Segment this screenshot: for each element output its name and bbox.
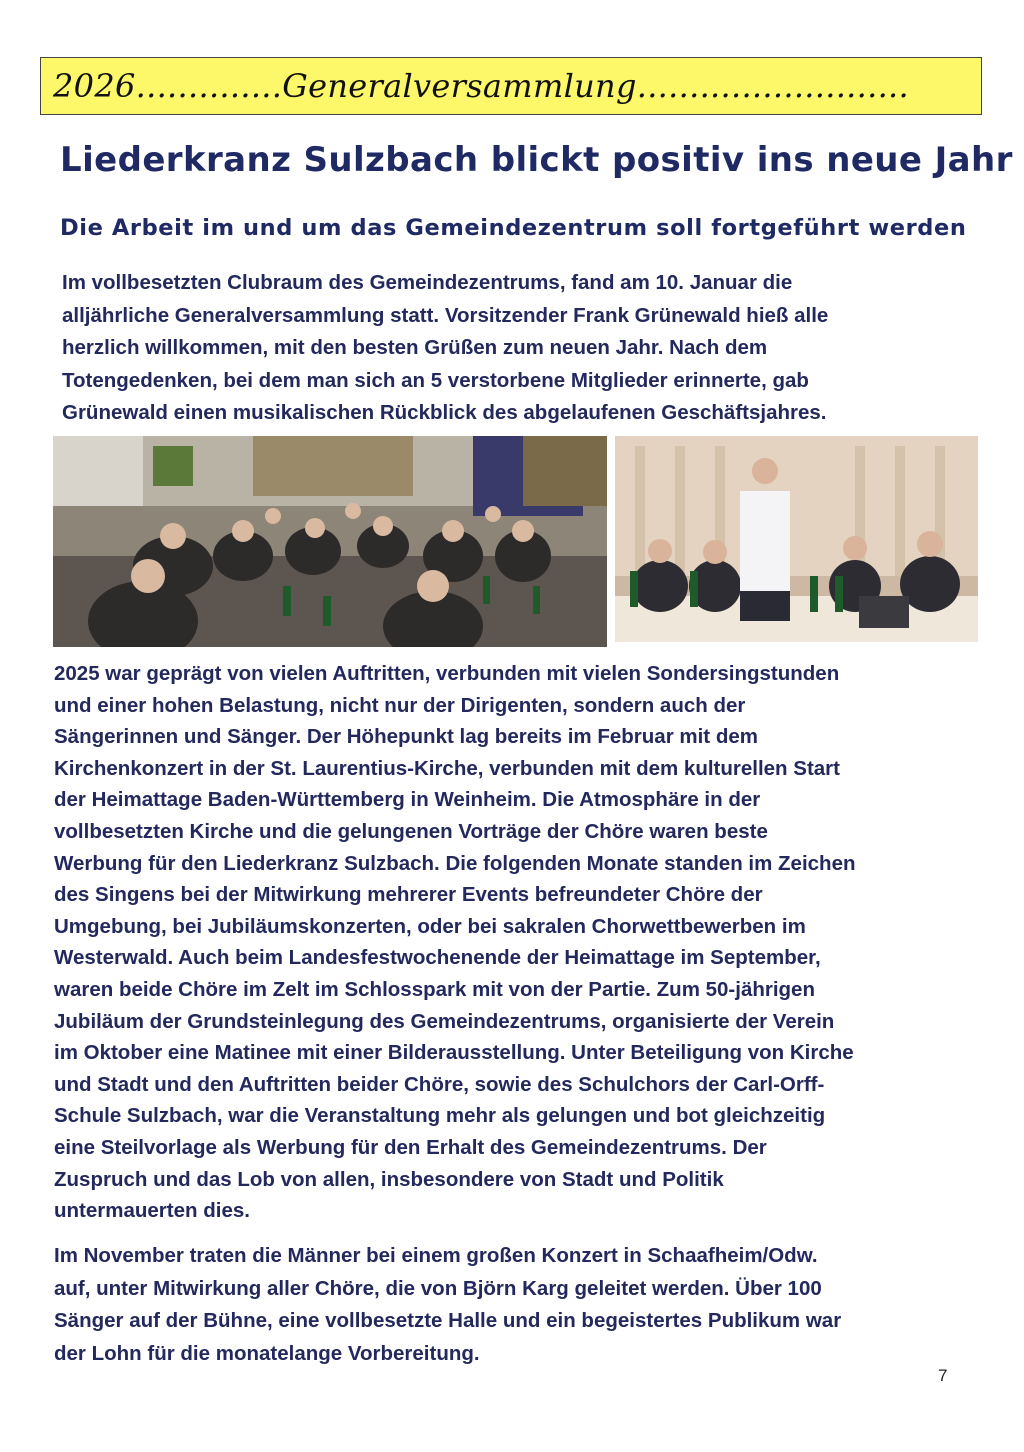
- closing-paragraph: [54, 1240, 841, 1370]
- text-line: und einer hohen Belastung, nicht nur der Dirigenten, sondern auch der: [54, 693, 746, 717]
- board-table-photo: [615, 436, 978, 642]
- text-line: Jubiläum der Grundsteinlegung des Gemeindezentrums, organisierte der Verein: [54, 1009, 835, 1033]
- banner-text: 2026..............Generalversammlung..........................: [53, 67, 910, 105]
- text-line: Umgebung, bei Jubiläumskonzerten, oder bei sakralen Chorwettbewerben im: [54, 914, 806, 938]
- text-line: Zuspruch und das Lob von allen, insbesondere von Stadt und Politik: [54, 1167, 724, 1191]
- text-line: der Heimattage Baden-Württemberg in Weinheim. Die Atmosphäre in der: [54, 788, 761, 812]
- text-line: auf, unter Mitwirkung aller Chöre, die von Björn Karg geleitet werden. Über 100: [54, 1276, 822, 1300]
- text-line: Sängerinnen und Sänger. Der Höhepunkt lag bereits im Februar mit dem: [54, 725, 758, 749]
- text-line: vollbesetzten Kirche und die gelungenen Vorträge der Chöre waren beste: [54, 819, 768, 843]
- text-line: Grünewald einen musikalischen Rückblick des abgelaufenen Geschäftsjahres.: [62, 401, 827, 424]
- text-line: untermauerten dies.: [54, 1199, 250, 1223]
- text-line: der Lohn für die monatelange Vorbereitung.: [54, 1341, 480, 1365]
- body-paragraph: [54, 658, 856, 1227]
- intro-paragraph: [62, 267, 828, 430]
- text-line: Totengedenken, bei dem man sich an 5 verstorbene Mitglieder erinnerte, gab: [62, 368, 809, 392]
- text-line: Werbung für den Liederkranz Sulzbach. Die folgenden Monate standen im Zeichen: [54, 851, 856, 875]
- text-line: herzlich willkommen, mit den besten Grüßen zum neuen Jahr. Nach dem: [62, 336, 768, 359]
- article-headline: Liederkranz Sulzbach blickt positiv ins neue Jahr: [60, 140, 1013, 180]
- text-line: 2025 war geprägt von vielen Auftritten, verbunden mit vielen Sondersingstunden: [54, 662, 840, 685]
- text-line: des Singens bei der Mitwirkung mehrerer Events befreundeter Chöre der: [54, 883, 763, 907]
- text-line: waren beide Chöre im Zelt im Schlosspark mit von der Partie. Zum 50-jährigen: [54, 977, 815, 1001]
- text-line: Schule Sulzbach, war die Veranstaltung mehr als gelungen und bot gleichzeitig: [54, 1104, 826, 1128]
- text-line: Westerwald. Auch beim Landesfestwochenende der Heimattage im September,: [54, 946, 821, 970]
- text-line: Im November traten die Männer bei einem großen Konzert in Schaafheim/Odw.: [54, 1244, 818, 1267]
- text-line: Sänger auf der Bühne, eine vollbesetzte Halle und ein begeistertes Publikum war: [54, 1309, 842, 1332]
- board-table-image: [615, 436, 978, 642]
- meeting-audience-image: [53, 436, 607, 647]
- text-line: Im vollbesetzten Clubraum des Gemeindezentrums, fand am 10. Januar die: [62, 271, 793, 294]
- text-line: eine Steilvorlage als Werbung für den Erhalt des Gemeindezentrums. Der: [54, 1135, 767, 1159]
- text-line: und Stadt und den Auftritten beider Chöre, sowie des Schulchors der Carl-Orff-: [54, 1072, 825, 1096]
- meeting-audience-photo: [53, 436, 607, 647]
- page-number: 7: [938, 1366, 948, 1385]
- text-line: im Oktober eine Matinee mit einer Bilderausstellung. Unter Beteiligung von Kirche: [54, 1041, 854, 1065]
- article-subheadline: Die Arbeit im und um das Gemeindezentrum soll fortgeführt werden: [60, 215, 967, 241]
- section-banner: [40, 57, 982, 115]
- text-line: alljährliche Generalversammlung statt. Vorsitzender Frank Grünewald hieß alle: [62, 303, 829, 327]
- text-line: Kirchenkonzert in der St. Laurentius-Kirche, verbunden mit dem kulturellen Start: [54, 756, 840, 780]
